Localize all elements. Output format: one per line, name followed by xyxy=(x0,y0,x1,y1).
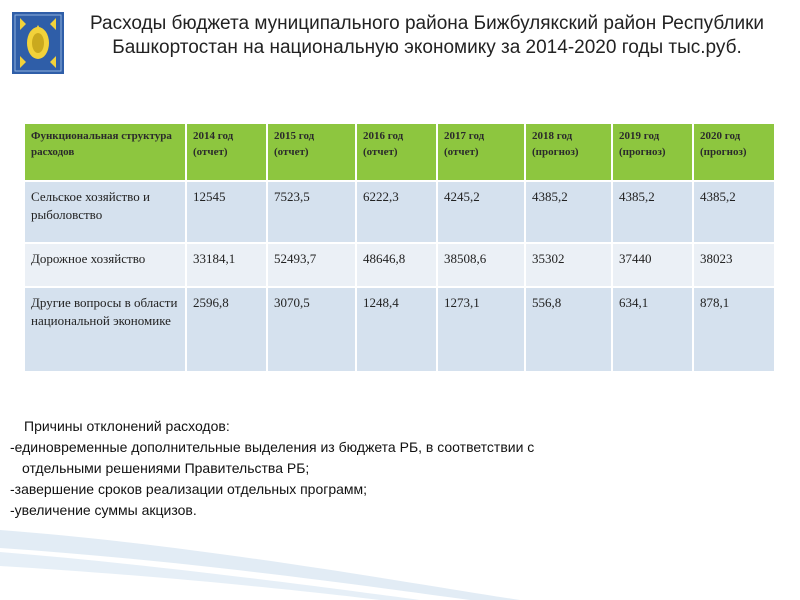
page-title xyxy=(72,12,782,60)
table-cell: 7523,5 xyxy=(267,181,356,243)
coat-of-arms-logo xyxy=(12,12,64,74)
table-cell: 38023 xyxy=(693,243,775,287)
table-cell: 1273,1 xyxy=(437,287,525,371)
table-row xyxy=(25,287,775,371)
table-header-row xyxy=(25,124,775,181)
table-cell: 6222,3 xyxy=(356,181,437,243)
reason-item-1-continued: отдельными решениями Правительства РБ; xyxy=(22,460,310,476)
table-cell: 48646,8 xyxy=(356,243,437,287)
table-cell: 4385,2 xyxy=(525,181,612,243)
table-cell: 12545 xyxy=(186,181,267,243)
table-row xyxy=(25,243,775,287)
row-label-other: Другие вопросы в области национальной экономике xyxy=(25,287,186,371)
deviation-reasons xyxy=(10,416,770,521)
row-label-roads: Дорожное хозяйство xyxy=(25,243,186,287)
row-label-agriculture: Сельское хозяйство и рыболовство xyxy=(25,181,186,243)
table-cell: 2596,8 xyxy=(186,287,267,371)
title-line-2: Башкортостан на национальную экономику за 2014-2020 годы тыс.руб. xyxy=(112,37,742,58)
table-cell: 634,1 xyxy=(612,287,693,371)
table-cell: 4385,2 xyxy=(612,181,693,243)
reason-item-1: -единовременные дополнительные выделения из бюджета РБ, в соответствии с xyxy=(10,439,535,455)
reason-item-3: -увеличение суммы акцизов. xyxy=(10,502,197,518)
table-cell: 52493,7 xyxy=(267,243,356,287)
table-cell: 556,8 xyxy=(525,287,612,371)
table-cell: 4245,2 xyxy=(437,181,525,243)
table-cell: 878,1 xyxy=(693,287,775,371)
header-2015: 2015 год (отчет) xyxy=(267,124,356,181)
header-2017: 2017 год (отчет) xyxy=(437,124,525,181)
table-cell: 33184,1 xyxy=(186,243,267,287)
table-cell: 3070,5 xyxy=(267,287,356,371)
table-cell: 35302 xyxy=(525,243,612,287)
header-2016: 2016 год (отчет) xyxy=(356,124,437,181)
title-line-1: Расходы бюджета муниципального района Бижбулякский район Республики xyxy=(89,13,765,34)
budget-table xyxy=(25,124,776,371)
reason-item-2: -завершение сроков реализации отдельных программ; xyxy=(10,481,368,497)
header-2020: 2020 год (прогноз) xyxy=(693,124,775,181)
header-2014: 2014 год (отчет) xyxy=(186,124,267,181)
header-structure: Функциональная структура расходов xyxy=(25,124,186,181)
table-cell: 37440 xyxy=(612,243,693,287)
table-cell: 1248,4 xyxy=(356,287,437,371)
table-cell: 38508,6 xyxy=(437,243,525,287)
header-2019: 2019 год (прогноз) xyxy=(612,124,693,181)
reasons-heading: Причины отклонений расходов: xyxy=(24,418,230,434)
table-cell: 4385,2 xyxy=(693,181,775,243)
table-row xyxy=(25,181,775,243)
header-2018: 2018 год (прогноз) xyxy=(525,124,612,181)
